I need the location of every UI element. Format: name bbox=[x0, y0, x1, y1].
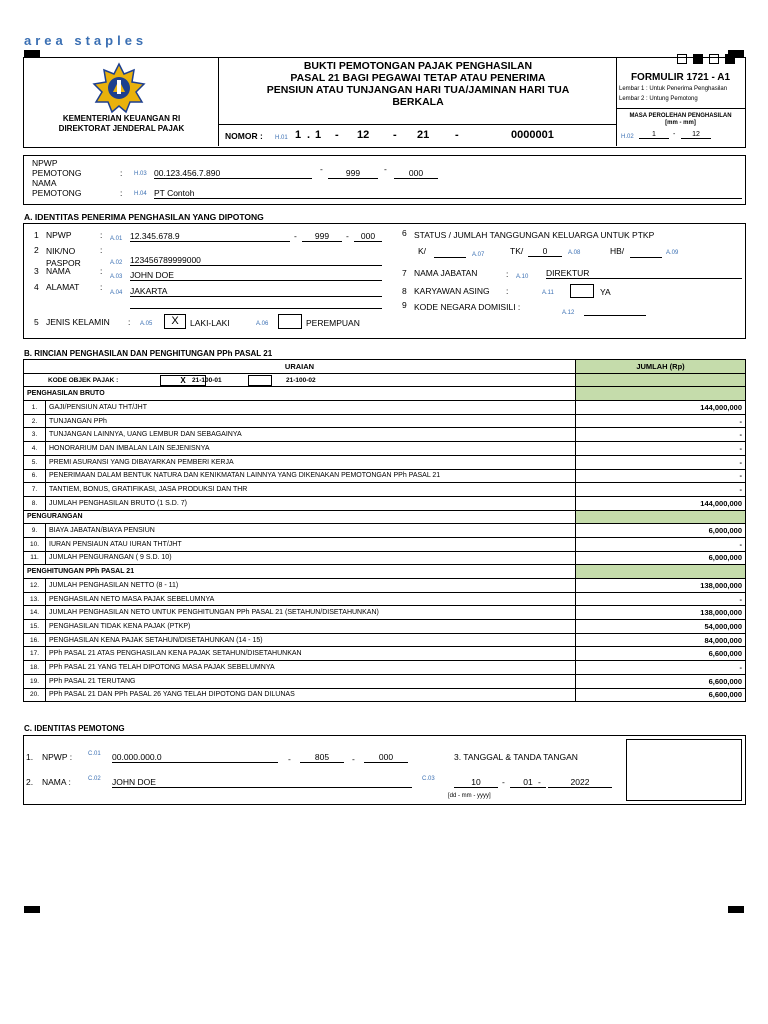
registration-mark bbox=[728, 906, 744, 913]
masa-format: [mm - mm] bbox=[665, 120, 696, 126]
form-title-line: BUKTI PEMOTONGAN PAJAK PENGHASILAN bbox=[303, 60, 533, 72]
jk-label-l: LAKI-LAKI bbox=[190, 318, 230, 328]
table-row bbox=[24, 537, 746, 551]
row-label: JUMLAH PENGHASILAN NETO UNTUK PENGHITUNGAN PPh PASAL 21 (SETAHUN/DISETAHUNKAN) bbox=[46, 606, 576, 620]
npwp-pemotong-code: H.03 bbox=[134, 171, 147, 177]
checkbox-laki-laki[interactable]: X bbox=[164, 314, 186, 329]
section-b-title: B. RINCIAN PENGHASILAN DAN PENGHITUNGAN PPh PASAL 21 bbox=[24, 349, 273, 358]
amount-cell[interactable]: - bbox=[576, 455, 746, 469]
c-npwp-label: NPWP : bbox=[42, 752, 73, 762]
row-number: 12. bbox=[24, 579, 46, 593]
row-label: PENERIMAAN DALAM BENTUK NATURA DAN KENIKMATAN LAINNYA YANG DIKENAKAN PEMOTONGAN PPh PASAL 21 bbox=[46, 469, 576, 483]
npwp-input[interactable]: 12.345.678.9 bbox=[130, 231, 290, 242]
nama-input[interactable]: JOHN DOE bbox=[130, 270, 382, 281]
corner-box bbox=[693, 54, 703, 64]
date-mm[interactable]: 01 bbox=[510, 777, 546, 788]
c-npwp-code: C.01 bbox=[88, 751, 101, 757]
row-number: 13. bbox=[24, 592, 46, 606]
npwp-pemotong-part3[interactable]: 000 bbox=[394, 168, 438, 179]
row-label: BIAYA JABATAN/BIAYA PENSIUN bbox=[46, 524, 576, 538]
nomor-d[interactable]: 21 bbox=[417, 129, 430, 141]
dash: - bbox=[538, 777, 541, 787]
section-c-box bbox=[23, 735, 746, 805]
dash: - bbox=[393, 129, 397, 141]
corner-box bbox=[677, 54, 687, 64]
row-label: IURAN PENSIAUN ATAU IURAN THT/JHT bbox=[46, 537, 576, 551]
form-title-line: PASAL 21 BAGI PEGAWAI TETAP ATAU PENERIMA bbox=[290, 72, 546, 84]
asing-no: 8 bbox=[402, 286, 407, 296]
masa-dash: - bbox=[673, 131, 676, 138]
amount-cell[interactable]: 144,000,000 bbox=[576, 401, 746, 415]
table-row bbox=[24, 496, 746, 510]
nama-pemotong-label: NAMA bbox=[32, 178, 57, 188]
row-number: 17. bbox=[24, 647, 46, 661]
checkbox-perempuan[interactable] bbox=[278, 314, 302, 329]
row-label: HONORARIUM DAN IMBALAN LAIN SEJENISNYA bbox=[46, 442, 576, 456]
dash: - bbox=[384, 164, 387, 174]
row-number: 1. bbox=[24, 401, 46, 415]
dash: - bbox=[346, 231, 349, 241]
table-row bbox=[24, 551, 746, 565]
c-npwp-part3[interactable]: 000 bbox=[364, 752, 408, 763]
amount-cell[interactable]: - bbox=[576, 428, 746, 442]
row-number: 15. bbox=[24, 620, 46, 634]
masa-to[interactable]: 12 bbox=[681, 131, 711, 139]
npwp-code: A.01 bbox=[110, 236, 123, 242]
asing-ya: YA bbox=[600, 287, 611, 297]
row-number: 18. bbox=[24, 661, 46, 675]
kode-objek-row bbox=[24, 373, 746, 387]
checkbox-kode-1[interactable]: X bbox=[160, 375, 206, 386]
negara-input[interactable] bbox=[584, 306, 646, 316]
jk-code-p: A.06 bbox=[256, 321, 269, 327]
table-header-row bbox=[24, 360, 746, 374]
nik-label: PASPOR bbox=[46, 258, 81, 268]
table-row bbox=[24, 674, 746, 688]
c-npwp-input[interactable]: 00.000.000.0 bbox=[112, 752, 278, 763]
colon: : bbox=[100, 245, 103, 255]
asing-code: A.11 bbox=[542, 290, 554, 296]
amount-cell[interactable]: 6,600,000 bbox=[576, 688, 746, 702]
k-label: K/ bbox=[418, 246, 427, 256]
alamat-label: ALAMAT bbox=[46, 282, 80, 292]
c-nama-code: C.02 bbox=[88, 776, 101, 782]
nik-input[interactable]: 123456789999000 bbox=[130, 255, 382, 266]
table-row bbox=[24, 414, 746, 428]
row-number: 16. bbox=[24, 633, 46, 647]
table-row bbox=[24, 647, 746, 661]
negara-no: 9 bbox=[402, 300, 407, 310]
npwp-pemotong-label: NPWP bbox=[32, 158, 58, 168]
dash: - bbox=[502, 777, 505, 787]
nomor-b[interactable]: 1 bbox=[315, 129, 322, 141]
row-number: 6. bbox=[24, 469, 46, 483]
colon: : bbox=[120, 188, 123, 198]
k-input[interactable] bbox=[434, 248, 466, 258]
c-nama-input[interactable]: JOHN DOE bbox=[112, 777, 412, 788]
dash: - bbox=[455, 129, 459, 141]
row-label: PPh PASAL 21 DAN PPh PASAL 26 YANG TELAH DIPOTONG DAN DILUNAS bbox=[46, 688, 576, 702]
row-label: TANTIEM, BONUS, GRATIFIKASI, JASA PRODUKSI DAN THR bbox=[46, 483, 576, 497]
table-row bbox=[24, 633, 746, 647]
table-row bbox=[24, 524, 746, 538]
kemenkeu-logo-icon bbox=[84, 60, 154, 114]
nomor-a[interactable]: 1 bbox=[295, 129, 302, 141]
registration-mark bbox=[24, 50, 40, 57]
row-number: 2. bbox=[24, 414, 46, 428]
registration-mark bbox=[24, 906, 40, 913]
date-format: [dd - mm - yyyy] bbox=[448, 793, 491, 799]
tk-label: TK/ bbox=[510, 246, 524, 256]
date-dd[interactable]: 10 bbox=[454, 777, 498, 788]
amount-cell[interactable]: - bbox=[576, 537, 746, 551]
table-row bbox=[24, 455, 746, 469]
c-nama-label: NAMA : bbox=[42, 777, 71, 787]
nomor-c[interactable]: 12 bbox=[357, 129, 370, 141]
directorate-name: DIREKTORAT JENDERAL PAJAK bbox=[58, 124, 185, 133]
hb-input[interactable] bbox=[630, 248, 662, 258]
amount-cell bbox=[576, 565, 746, 579]
checkbox-karyawan-asing[interactable] bbox=[570, 284, 594, 298]
nik-code: A.02 bbox=[110, 260, 123, 266]
form-name: FORMULIR 1721 - A1 bbox=[630, 72, 731, 83]
form-header bbox=[23, 57, 746, 148]
row-number: 3. bbox=[24, 428, 46, 442]
jk-no: 5 bbox=[34, 317, 39, 327]
row-number: 14. bbox=[24, 606, 46, 620]
npwp-pemotong-part2[interactable]: 999 bbox=[328, 168, 378, 179]
jabatan-no: 7 bbox=[402, 268, 407, 278]
row-number: 8. bbox=[24, 496, 46, 510]
rincian-table bbox=[23, 359, 746, 702]
hb-label: HB/ bbox=[610, 246, 625, 256]
colon: : bbox=[506, 269, 509, 279]
col-jumlah: JUMLAH (Rp) bbox=[576, 360, 746, 374]
checkbox-kode-2[interactable] bbox=[248, 375, 272, 386]
table-row bbox=[24, 401, 746, 415]
amount-cell[interactable]: - bbox=[576, 414, 746, 428]
row-label: PENGHASILAN KENA PAJAK SETAHUN/DISETAHUNKAN (14 - 15) bbox=[46, 633, 576, 647]
row-number: 9. bbox=[24, 524, 46, 538]
colon: : bbox=[100, 230, 103, 240]
amount-cell[interactable]: - bbox=[576, 469, 746, 483]
nomor-e[interactable]: 0000001 bbox=[511, 129, 554, 141]
amount-cell[interactable]: 138,000,000 bbox=[576, 579, 746, 593]
row-label: PPh PASAL 21 YANG TELAH DIPOTONG MASA PAJAK SEBELUMNYA bbox=[46, 661, 576, 675]
jk-label-p: PEREMPUAN bbox=[306, 318, 360, 328]
corner-box bbox=[725, 54, 735, 64]
nama-no: 3 bbox=[34, 266, 39, 276]
row-number: 5. bbox=[24, 455, 46, 469]
amount-cell[interactable]: - bbox=[576, 592, 746, 606]
watermark-text: area staples bbox=[24, 33, 148, 48]
amount-cell bbox=[576, 387, 746, 401]
logo-cell bbox=[24, 58, 219, 146]
group-pph: PENGHITUNGAN PPh PASAL 21 bbox=[24, 565, 576, 579]
amount-cell[interactable]: - bbox=[576, 661, 746, 675]
table-row bbox=[24, 483, 746, 497]
amount-cell[interactable]: - bbox=[576, 483, 746, 497]
dash: - bbox=[352, 754, 355, 764]
group-bruto: PENGHASILAN BRUTO bbox=[24, 387, 576, 401]
form-name-cell bbox=[617, 58, 744, 146]
jabatan-code: A.10 bbox=[516, 274, 529, 280]
amount-cell[interactable]: 6,600,000 bbox=[576, 647, 746, 661]
section-a-title: A. IDENTITAS PENERIMA PENGHASILAN YANG DIPOTONG bbox=[24, 212, 264, 222]
amount-cell[interactable]: 6,000,000 bbox=[576, 524, 746, 538]
nik-label: NIK/NO bbox=[46, 246, 76, 256]
colon: : bbox=[506, 286, 509, 296]
npwp-part3[interactable]: 000 bbox=[354, 231, 382, 242]
table-row bbox=[24, 469, 746, 483]
section-a-box bbox=[23, 223, 746, 339]
c-npwp-no: 1. bbox=[26, 752, 34, 762]
group-row bbox=[24, 510, 746, 524]
amount-cell bbox=[576, 373, 746, 387]
nama-pemotong-label: PEMOTONG bbox=[32, 188, 82, 198]
masa-code: H.02 bbox=[621, 134, 634, 140]
dash: - bbox=[288, 754, 291, 764]
row-label: PENGHASILAN TIDAK KENA PAJAK (PTKP) bbox=[46, 620, 576, 634]
nama-pemotong-input[interactable]: PT Contoh bbox=[154, 188, 742, 199]
lembar-1: Lembar 1 : Untuk Penerima Penghasilan bbox=[619, 86, 728, 92]
masa-label: MASA PEROLEHAN PENGHASILAN bbox=[629, 113, 732, 119]
colon: : bbox=[100, 266, 103, 276]
row-label: JUMLAH PENGURANGAN ( 9 S.D. 10) bbox=[46, 551, 576, 565]
amount-cell[interactable]: - bbox=[576, 442, 746, 456]
alamat-input[interactable]: JAKARTA bbox=[130, 286, 382, 297]
kode-2: 21-100-02 bbox=[286, 376, 316, 384]
row-number: 4. bbox=[24, 442, 46, 456]
negara-label: KODE NEGARA DOMISILI : bbox=[414, 302, 521, 312]
row-label: TUNJANGAN LAINNYA, UANG LEMBUR DAN SEBAGAINYA bbox=[46, 428, 576, 442]
negara-code: A.12 bbox=[562, 310, 575, 316]
asing-label: KARYAWAN ASING bbox=[414, 286, 490, 296]
dash: - bbox=[320, 164, 323, 174]
nomor-row bbox=[219, 124, 617, 146]
tk-code: A.08 bbox=[568, 250, 581, 256]
k-code: A.07 bbox=[472, 252, 485, 258]
table-row bbox=[24, 688, 746, 702]
nama-pemotong-code: H.04 bbox=[134, 191, 147, 197]
row-label: PENGHASILAN NETO MASA PAJAK SEBELUMNYA bbox=[46, 592, 576, 606]
nama-label: NAMA bbox=[46, 266, 71, 276]
row-label: JUMLAH PENGHASILAN NETTO (8 - 11) bbox=[46, 579, 576, 593]
hb-code: A.09 bbox=[666, 250, 679, 256]
pemotong-box bbox=[23, 155, 746, 205]
masa-from[interactable]: 1 bbox=[639, 131, 669, 139]
table-row bbox=[24, 606, 746, 620]
table-row bbox=[24, 592, 746, 606]
row-number: 7. bbox=[24, 483, 46, 497]
jk-label: JENIS KELAMIN bbox=[46, 317, 110, 327]
nama-code: A.03 bbox=[110, 274, 123, 280]
jk-code-l: A.05 bbox=[140, 321, 153, 327]
kode-1: 21-100-01 bbox=[192, 376, 222, 384]
row-label: PPh PASAL 21 ATAS PENGHASILAN KENA PAJAK SETAHUN/DISETAHUNKAN bbox=[46, 647, 576, 661]
nomor-label: NOMOR : bbox=[225, 131, 263, 141]
table-row bbox=[24, 661, 746, 675]
status-label: STATUS / JUMLAH TANGGUNGAN KELUARGA UNTUK PTKP bbox=[414, 230, 655, 240]
table-row bbox=[24, 579, 746, 593]
amount-cell[interactable]: 54,000,000 bbox=[576, 620, 746, 634]
group-row bbox=[24, 387, 746, 401]
col-uraian: URAIAN bbox=[24, 360, 576, 374]
row-label: TUNJANGAN PPh bbox=[46, 414, 576, 428]
npwp-pemotong-label: PEMOTONG bbox=[32, 168, 82, 178]
c-npwp-part2[interactable]: 805 bbox=[300, 752, 344, 763]
date-yyyy[interactable]: 2022 bbox=[548, 777, 612, 788]
row-label bbox=[24, 373, 576, 387]
tk-input[interactable]: 0 bbox=[528, 246, 562, 257]
status-no: 6 bbox=[402, 228, 407, 238]
kode-label: KODE OBJEK PAJAK : bbox=[48, 376, 119, 384]
amount-cell[interactable]: 6,600,000 bbox=[576, 674, 746, 688]
amount-cell[interactable]: 138,000,000 bbox=[576, 606, 746, 620]
row-number: 20. bbox=[24, 688, 46, 702]
dash: - bbox=[294, 231, 297, 241]
alamat-line-2[interactable] bbox=[130, 308, 382, 309]
signature-box[interactable] bbox=[626, 739, 742, 801]
group-pengurangan: PENGURANGAN bbox=[24, 510, 576, 524]
section-c-title: C. IDENTITAS PEMOTONG bbox=[24, 724, 125, 733]
dash: - bbox=[335, 129, 339, 141]
alamat-no: 4 bbox=[34, 282, 39, 292]
row-label: JUMLAH PENGHASILAN BRUTO (1 S.D. 7) bbox=[46, 496, 576, 510]
alamat-code: A.04 bbox=[110, 290, 123, 296]
nomor-code: H.01 bbox=[275, 135, 288, 141]
npwp-label: NPWP bbox=[46, 230, 72, 240]
table-row bbox=[24, 620, 746, 634]
amount-cell bbox=[576, 510, 746, 524]
row-label: GAJI/PENSIUN ATAU THT/JHT bbox=[46, 401, 576, 415]
lembar-2: Lembar 2 : Untung Pemotong bbox=[619, 96, 698, 102]
date-code: C.03 bbox=[422, 776, 435, 782]
npwp-part2[interactable]: 999 bbox=[302, 231, 342, 242]
table-row bbox=[24, 428, 746, 442]
jabatan-input[interactable]: DIREKTUR bbox=[546, 268, 742, 279]
form-title-line: BERKALA bbox=[392, 96, 444, 108]
title-cell bbox=[219, 58, 617, 124]
ttd-label: 3. TANGGAL & TANDA TANGAN bbox=[454, 752, 578, 762]
corner-box bbox=[709, 54, 719, 64]
colon: : bbox=[128, 317, 131, 327]
jabatan-label: NAMA JABATAN bbox=[414, 268, 478, 278]
group-row bbox=[24, 565, 746, 579]
row-number: 11. bbox=[24, 551, 46, 565]
form-title-line: PENSIUN ATAU TUNJANGAN HARI TUA/JAMINAN HARI TUA bbox=[266, 84, 570, 96]
row-number: 19. bbox=[24, 674, 46, 688]
nik-no: 2 bbox=[34, 245, 39, 255]
npwp-pemotong-input[interactable]: 00.123.456.7.890 bbox=[154, 168, 312, 179]
amount-cell[interactable]: 6,000,000 bbox=[576, 551, 746, 565]
table-row bbox=[24, 442, 746, 456]
colon: : bbox=[100, 282, 103, 292]
npwp-no: 1 bbox=[34, 230, 39, 240]
row-label: PREMI ASURANSI YANG DIBAYARKAN PEMBERI KERJA bbox=[46, 455, 576, 469]
row-number: 10. bbox=[24, 537, 46, 551]
nomor-dot: . bbox=[307, 129, 311, 141]
ministry-name: KEMENTERIAN KEUANGAN RI bbox=[62, 114, 181, 123]
amount-cell[interactable]: 144,000,000 bbox=[576, 496, 746, 510]
row-label: PPh PASAL 21 TERUTANG bbox=[46, 674, 576, 688]
amount-cell[interactable]: 84,000,000 bbox=[576, 633, 746, 647]
c-nama-no: 2. bbox=[26, 777, 34, 787]
colon: : bbox=[120, 168, 123, 178]
